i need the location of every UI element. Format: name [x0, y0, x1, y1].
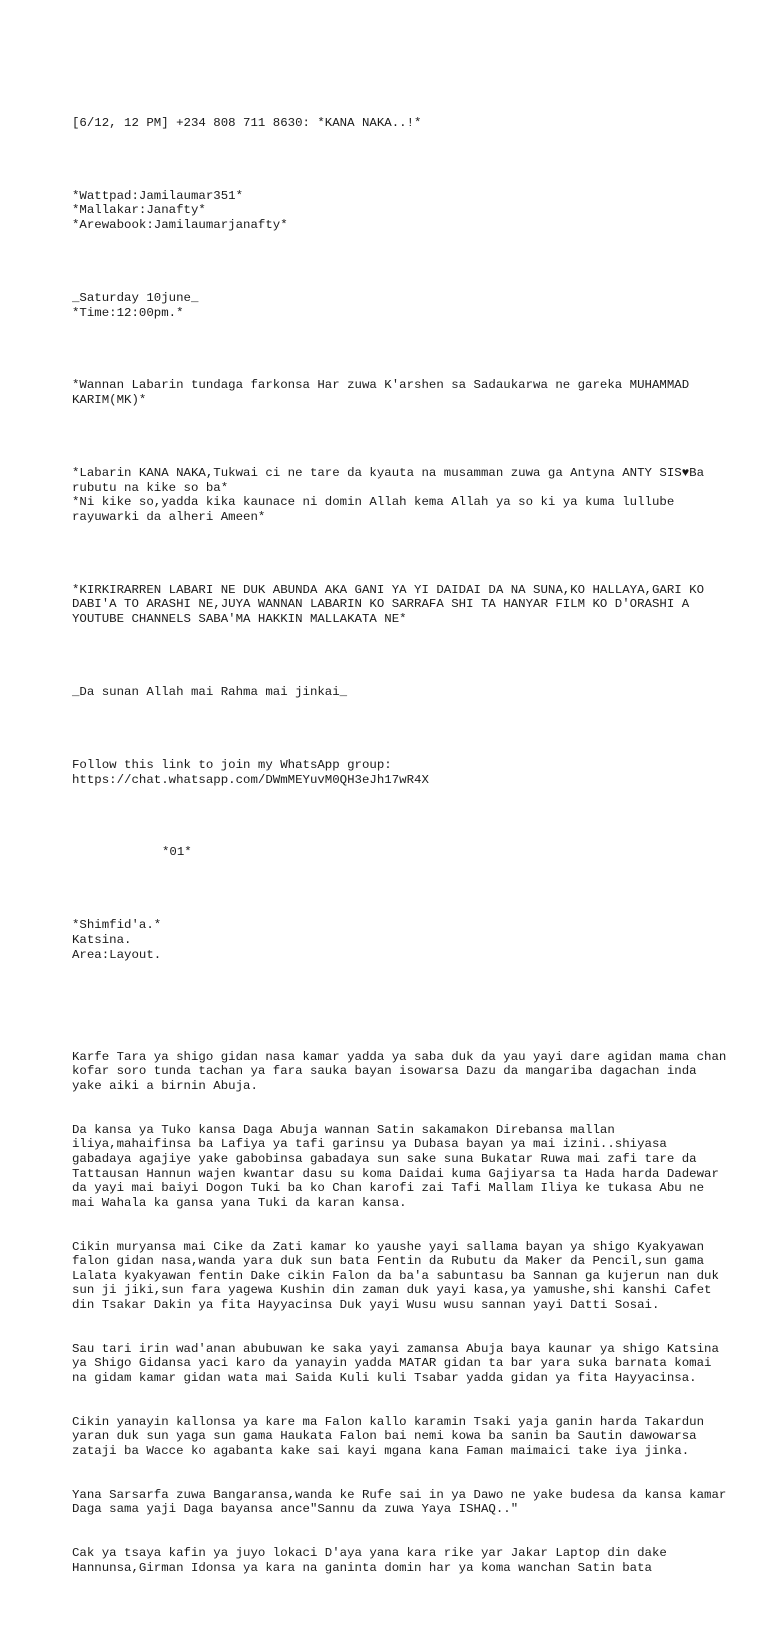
location-block — [72, 918, 732, 962]
whatsapp-link[interactable]: https://chat.whatsapp.com/DWmMEYuvM0QH3eJh17wR4X — [72, 772, 429, 787]
prayer-line: _Da sunan Allah mai Rahma mai jinkai_ — [72, 684, 348, 699]
dedication-text: *Wannan Labarin tundaga farkonsa Har zuwa K'arshen sa Sadaukarwa ne gareka MUHAMMAD KARIM(MK)* — [72, 378, 697, 408]
date-line: _Saturday 10june_ — [72, 290, 199, 305]
time-line: *Time:12:00pm.* — [72, 305, 184, 320]
story-paragraph: Cikin muryansa mai Cike da Zati kamar ko yaushe yayi sallama bayan ya shigo Kyakyawan falon gidan nasa,wanda yara duk sun bata Fentin da Rubutu da Maker da Pencil,sun gama Lalata kyakyawan fentin Dake cikin Falon da ba'a sabuntasu ba Sannan ga kujerun nan duk sun ji jiki,sun fara yagewa Kushin din zaman duk yayi kasa,ya yamushe,shi kanshi Cafet din Tsakar Dakin ya fita Hayyacinsa Duk yayi Wusu wusu sannan yayi Datti Sosai. — [72, 1239, 727, 1312]
arewabook-credit: *Arewabook:Jamilaumarjanafty* — [72, 217, 288, 232]
story-paragraph: Yana Sarsarfa zuwa Bangaransa,wanda ke Rufe sai in ya Dawo ne yake budesa da kansa kamar Daga sama yaji Daga bayansa ance"Sannu da zuwa Yaya ISHAQ.." — [72, 1487, 734, 1517]
story-paragraph: Sau tari irin wad'anan abubuwan ke saka yayi zamansa Abuja baya kaunar ya shigo Katsina ya Shigo Gidansa yaci karo da yanayin yadda MATAR gidan ta bar yara suka barnata komai na gidam kamar gidan wata mai Saida Kuli kuli Tsabar yadda gidan ya fita Hayyacinsa. — [72, 1341, 727, 1385]
story-paragraph: Cak ya tsaya kafin ya juyo lokaci D'aya yana kara rike yar Jakar Laptop din dake Hannunsa,Girman Idonsa ya kara na ganinta domin har ya koma wanchan Satin bata — [72, 1545, 675, 1575]
wattpad-credit: *Wattpad:Jamilaumar351* — [72, 188, 244, 203]
story-paragraph: Da kansa ya Tuko kansa Daga Abuja wannan Satin sakamakon Direbansa mallan iliya,mahaifinsa ba Lafiya ya tafi garinsu ya Dubasa bayan ya mai izini..shiyasa gabadaya agajiye yake gabobinsa gabadaya sun sake suna Bukatar Ruwa mai zafi tare da Tattausan Hannun wajen kwantar dasu su koma Daidai kuma Gajiyarsa ta Hada harda Dadewar da yayi mai baiyi Dogon Tuki ba ko Chan karofi zai Tafi Mallam Iliya ke tukasa Abu ne mai Wahala ka gansa yana Tuki da karan kansa. — [72, 1122, 727, 1210]
chapter-number: *01* — [162, 845, 192, 860]
whatsapp-block — [72, 758, 732, 787]
story-body — [72, 1021, 732, 1605]
message-header: [6/12, 12 PM] +234 808 711 8630: *KANA NAKA..!* — [72, 115, 422, 130]
credits-block — [72, 189, 732, 233]
story-paragraph: Karfe Tara ya shigo gidan nasa kamar yadda ya saba duk da yau yayi dare agidan mama chan kofar soro tunda tachan ya fara sauka bayan isowarsa Dazu da mangariba dagachan inda yake aiki a birnin Abuja. — [72, 1049, 734, 1093]
author-credit: *Mallakar:Janafty* — [72, 203, 206, 218]
whatsapp-prompt: Follow this link to join my WhatsApp group: — [72, 757, 392, 772]
story-paragraph: Cikin yanayin kallonsa ya kare ma Falon kallo karamin Tsaki yaja ganin harda Takardun yaran duk sun yaga sun gama Haukata Falon bai nemi kowa ba sanin ba Sautin dawowarsa zataji ba Wacce ko agabanta kake sai kayi mgana kana Faman maimaici take iya jinka. — [72, 1414, 712, 1458]
intro-line-1: *Labarin KANA NAKA,Tukwai ci ne tare da kyauta na musamman zuwa ga Antyna ANTY SIS♥Ba rubutu na kike so ba* — [72, 466, 712, 495]
intro-line-2: *Ni kike so,yadda kika kaunace ni domin Allah kema Allah ya so ki ya kuma lullube rayuwarki da alheri Ameen* — [72, 495, 682, 524]
document-page — [72, 72, 732, 1634]
date-block — [72, 291, 732, 320]
copyright-warning: *KIRKIRARREN LABARI NE DUK ABUNDA AKA GANI YA YI DAIDAI DA NA SUNA,KO HALLAYA,GARI KO DABI'A TO ARASHI NE,JUYA WANNAN LABARIN KO SARRAFA SHI TA HANYAR FILM KO D'ORASHI A YOUTUBE CHANNELS SABA'MA HAKKIN MALLAKATA NE* — [72, 582, 712, 626]
location-title: *Shimfid'a.* — [72, 918, 162, 933]
intro-block — [72, 466, 732, 524]
location-area: Area:Layout. — [72, 947, 162, 962]
location-city: Katsina. — [72, 933, 132, 948]
